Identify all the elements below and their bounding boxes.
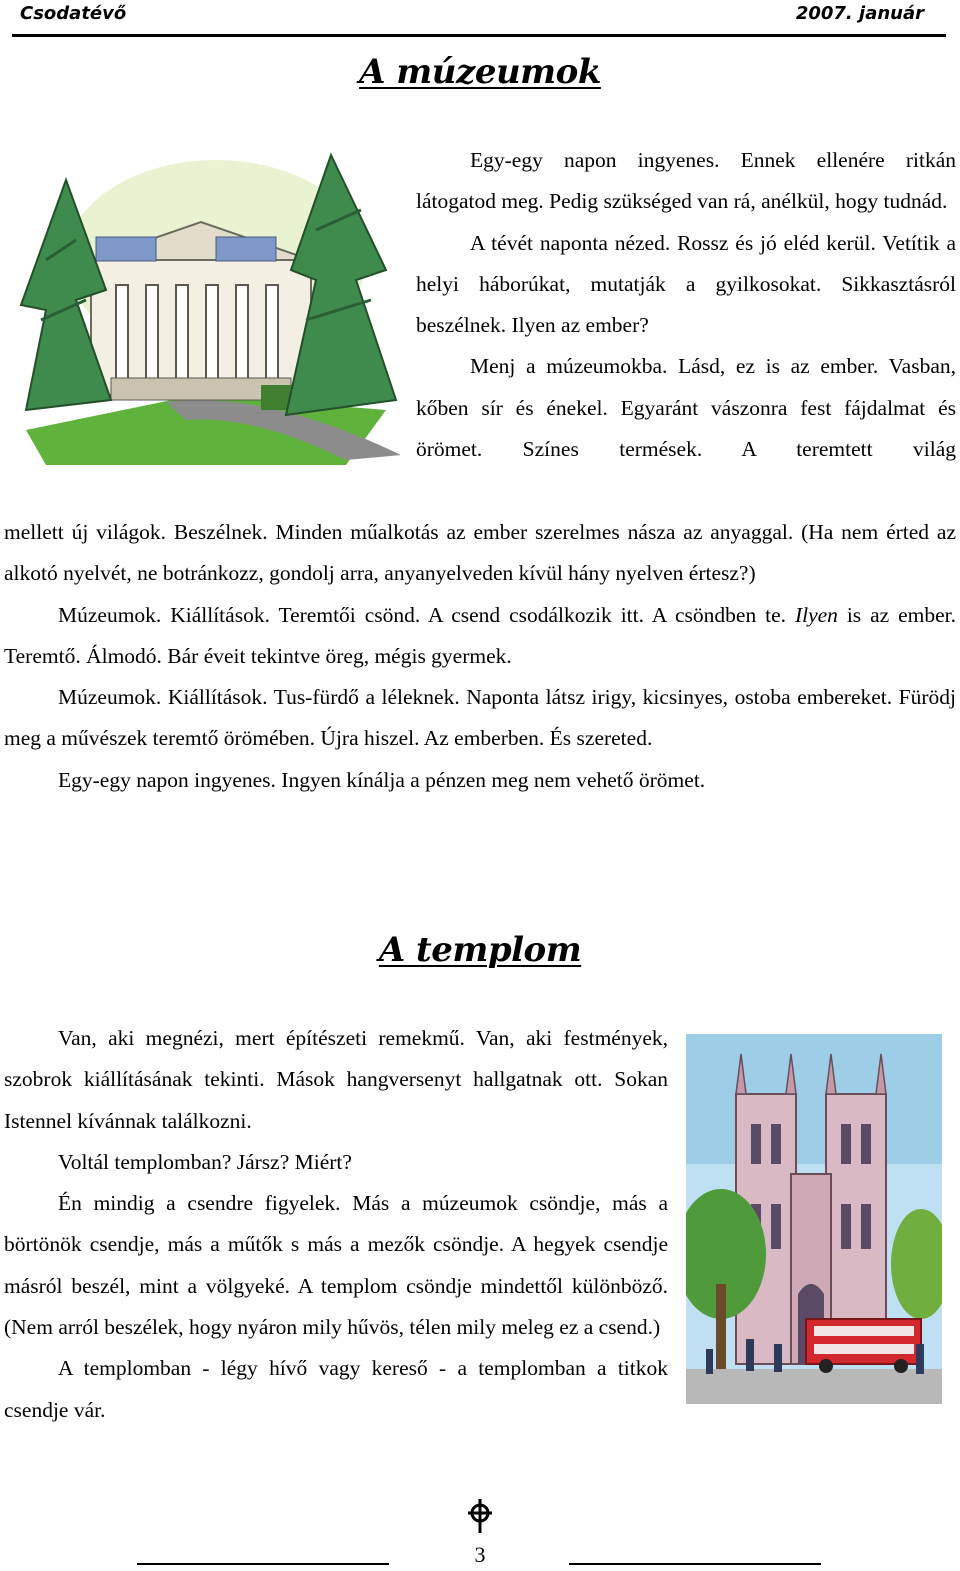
church-paragraph-1: Van, aki megnézi, mert építészeti remekmű. Van, aki festmények, szobrok kiállításának tekinti. Mások hangversenyt hallgatnak ott. Sokan Istennel kívánnak találkozni. [4, 1026, 668, 1133]
museum-paragraph-3-start: Menj a múzeumokba. Lásd, ez is az ember. Vasban, kőben sír és énekel. Egyaránt vászonra fest fájdalmat és örömet. Színes termések. A teremtett világ [416, 354, 956, 462]
running-header [12, 0, 946, 37]
museum-illustration [16, 140, 400, 465]
museum-paragraph-4-b: is az ember. Teremtő. Álmodó. Bár éveit tekintve öreg, mégis gyermek. [4, 602, 956, 668]
church-text-column [4, 1018, 668, 1431]
header-publication: Csodatévő [20, 3, 127, 24]
museum-paragraph-4 [4, 595, 956, 678]
page-number: 3 [474, 1542, 486, 1567]
cross-ornament-icon [465, 1499, 495, 1535]
museum-paragraph-3-end: mellett új világok. Beszélnek. Minden műalkotás az ember szerelmes násza az anyaggal. (Ha nem érted az alkotó nyelvét, ne botránkozz, gondolj arra, anyanyelveden kívül hány nyelven értesz?) [4, 520, 956, 586]
museum-paragraph-4-a: Múzeumok. Kiállítások. Teremtői csönd. A csend csodálkozik itt. A csöndben te. [58, 602, 795, 627]
museum-paragraph-6: Egy-egy napon ingyenes. Ingyen kínálja a pénzen meg nem vehető örömet. [58, 767, 706, 792]
museum-paragraph-1: Egy-egy napon ingyenes. Ennek ellenére ritkán látogatod meg. Pedig szükséged van rá, anélkül, hogy tudnád. [416, 148, 956, 214]
museum-paragraph-5: Múzeumok. Kiállítások. Tus-fürdő a léleknek. Naponta látsz irigy, kicsinyes, ostoba embereket. Fürödj meg a művészek teremtő örömében. Újra hiszel. Az emberben. És szereted. [4, 685, 956, 751]
church-paragraph-2: Voltál templomban? Jársz? Miért? [58, 1149, 352, 1174]
church-title: A templom [378, 930, 582, 970]
church-paragraph-3: Én mindig a csendre figyelek. Más a múzeumok csöndje, más a börtönök csendje, más a műtők s más a mezők csöndje. A hegyek csendje másról beszél, mint a völgyeké. A templom csöndje mindettől különböző. (Nem arról beszélek, hogy nyáron mily hűvös, télen mily meleg ez a csend.) [4, 1191, 668, 1340]
museum-wrap-column [416, 140, 956, 470]
museum-paragraph-2: A tévét naponta nézed. Rossz és jó eléd kerül. Vetítik a helyi háborúkat, mutatják a gyilkosokat. Sikkasztásról beszélnek. Ilyen az ember? [416, 230, 956, 338]
museum-title: A múzeumok [359, 52, 601, 92]
header-date: 2007. január [795, 3, 924, 24]
church-illustration [686, 1034, 942, 1404]
museum-full-column [4, 512, 956, 801]
museum-paragraph-4-emphasis: Ilyen [794, 602, 838, 627]
church-paragraph-4: A templomban - légy hívő vagy kereső - a templomban a titkok csendje vár. [4, 1356, 668, 1422]
